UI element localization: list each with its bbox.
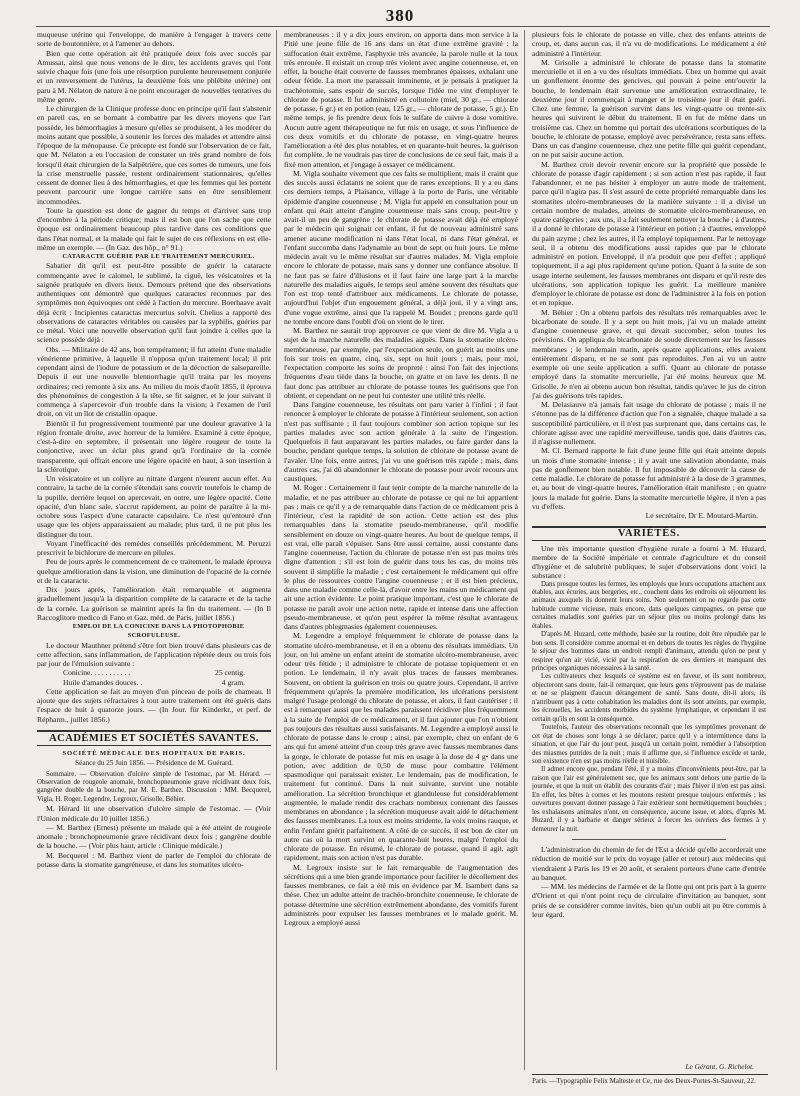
column-2 [284, 30, 518, 1072]
section-heading: CATARACTE GUÉRIE PAR LE TRAITEMENT MERCURIEL. [62, 253, 255, 260]
paragraph: Cette application se fait au moyen d'un pinceau de poils de chameau. Il ajoute que des sujets réfractaires à tout autre traitement ont été guéris dans l'espace de huit à quatorze jours. — (In Jour. für Kinderkr., et perf. de Répharm., juillet 1856.) [37, 686, 271, 724]
footer [532, 1062, 768, 1085]
divider [572, 839, 726, 840]
paragraph: Peu de jours après le commencement de ce traitement, le malade éprouva quelque amélioration dans la vision, une diminution de l'opacité de la cornée et de la cataracte. [37, 557, 271, 585]
printer-line: Paris. —Typographie Felix Malteste et Ce, rue des Deux-Portes-St-Sauveur, 22. [532, 1074, 768, 1085]
paragraph: — MM. les médecins de l'armée et de la flotte qui ont pris part à la guerre d'Orient et qui n'ont point reçu de circulaire d'invitation au banquet, sont priés de se considérer comme invités, bien qu'un oubli ait pu être commis à leur égard. [532, 882, 766, 919]
paragraph: Le chirurgien de la Clinique professe donc en principe qu'il faut s'abstenir en pareil cas, en se bornant à combattre par les divers moyens que l'art possède, les hémorrhagies à mesure qu'elles se produisent, à les modérer du moins autant que possible, à soutenir les forces des malades et attendre ainsi l'époque de la ménopause. Ce précepte est fondé sur l'observation de ce fait, que M. Nélaton a eu l'occasion de constater un très grand nombre de fois lorsqu'il était chirurgien de la Salpêtrière, que ces sortes de tumeurs, une fois la crise menstruelle passée, restent ordinairement stationnaires, qu'elles cessent de donner lieu à des hémorrhagies, et que les femmes qui les portent peuvent parcourir une longue carrière sans en être sensiblement incommodées. [37, 104, 271, 206]
paragraph: Le docteur Mauthner prétend s'être fort bien trouvé dans plusieurs cas de cette affection, sans inflammation, de l'application répétée deux ou trois fois par jour de l'émulsion suivante : [37, 640, 271, 668]
paragraph: Dix jours après, l'amélioration était remarquable et augmenta graduellement jusqu'à la disparition complète de la cataracte et de la tache de la cornée. La guérison se maintint après la fin du traitement. — (In Il Raccoglitore medico di Fano et Gaz. méd. de Paris, juillet 1856.) [37, 585, 271, 622]
paragraph: M. Legendre a employé fréquemment le chlorate de potasse dans la stomatite ulcéro-membraneuse, et il en a obtenu des résultats immédiats. Un jour, on lui amène un enfant atteint de stomatite ulcéro-membraneuse, avec odeur très fétide ; il administre le chlorate de potasse topiquement et en potion. Le lendemain, il n'y avait plus traces de fausses membranes. Souvent, on obtient la guérison en trois ou quatre jours. Cependant, il arrive fréquemment qu'après la première modification, les ulcérations persistent malgré l'usage prolongé du chlorate de potasse, et alors, il faut cautériser ; il est à remarquer aussi que les malades paraissent récidiver plus fréquemment à la suite de l'emploi de ce médicament, et il faut ajouter que l'on n'obtient pas toujours des résultats aussi satisfaisants. M. Legendre a employé aussi le chlorate de potasse dans le croup ; ainsi, par exemple, chez un enfant de 6 ans qui fut amené atteint d'un croup très grave avec fausses membranes dans la gorge, le chlorate de potasse fut mis en usage à la dose de 4 g• dans une potion, avec addition de 0,50 de musc pour combattre l'élément spasmodique qui paraissait exister. Le lendemain, pas de modification, le traitement fut continué. Dans la nuit suivante, survint une notable amélioration. La sécrétion bronchique et glanduleuse fut considérablement augmentée, le malade rendit des crachats nombreux contenant des fausses membranes en abondance ; la sécrétion muqueuse avait aidé le détachement des fausses membranes. La toux est moins stridente, la voix moins rauque, et enfin l'enfant guérit parfaitement. A côté de ce succès, il est bon de citer un autre cas où la mort survint en quarante-huit heures, malgré l'emploi du chlorate de potasse. En résumé, le chlorate de potasse, quand il agit, agit rapidement, mais son action n'est pas durable. [284, 631, 518, 863]
header-rule [36, 26, 770, 27]
paragraph: M. Grisolle a administré le chlorate de potasse dans la stomatite mercurielle et il en a vu des résultats immédiats. Chez un homme qui avait un gonflement énorme des gencives, qui pouvait à peine entr'ouvrir la bouche, le lendemain était survenue une amélioration extraordinaire, le deuxième jour il commençait à manger et le troisième jour il était guéri. Chez une femme, la guérison survint dans les vingt-quatre ou trente-six heures qui suivirent le début du traitement. Il en fut de même dans un troisième cas. Chez un homme qui portait des ulcérations scorbutiques de la bouche, le chlorate de potasse, employé avec persévérance, resta sans effets. Dans un cas d'angine couenneuse, chez une petite fille qui guérit cependant, on ne put saisir aucune action. [532, 57, 766, 160]
paragraph: M. Béhier : On a obtenu parfois des résultats très remarquables avec le bicarbonate de soude. Il y a sept ou huit mois, j'ai vu un malade atteint d'angine couenneuse grave, et qui devait succomber, selon toutes les prévisions. On appliqua du bicarbonate de soude directement sur les fausses membranes ; le lendemain matin, après quatre applications, elles avaient entièrement disparu, et ne se sont pas reproduites. J'en ai vu un autre exemple où une seule application a suffi. Quant au chlorate de potasse employé dans la stomatite mercurielle, j'ai été moins heureux que M. Grisolle. Je n'en ai obtenu aucun bon résultat, tandis qu'avec le jus de citron j'ai des guérisons très rapides. [532, 307, 766, 400]
section-heading: EMPLOI DE LA CONICINE DANS LA PHOTOPHOBIE SCROFULEUSE. [72, 623, 245, 640]
paragraph: — M. Barthez (Ernest) présente un malade qui a été atteint de rougeole anomale ; bronchopneumonie grave récidivant deux fois ; gangrène double de la bouche. — (Voir plus haut, article : Clinique médicale.) [37, 822, 271, 851]
paragraph: D'après M. Huzard, cette méthode, basée sur la routine, doit être répudiée par le bon sens. Il considère comme anormal et en dehors de toutes les règles de l'hygiène le séjour des hommes dans un endroit rempli d'animaux, attendu qu'on ne peut y respirer qu'un air vicié, vicié par la respiration de ces derniers et manquant des principes organiques nécessaires à la santé. [532, 631, 766, 673]
session-line: Séance du 25 Juin 1856. — Présidence de M. Guérard. [75, 759, 233, 768]
paragraph: M. Becquerel : M. Barthez vient de parler de l'emploi du chlorate de potasse dans la stomatite gangréneuse, et dans les stomatites ulcéro- [37, 850, 271, 869]
varietes-heading: VARIÉTÉS. [532, 526, 766, 540]
paragraph: Dans presque toutes les fermes, les employés que leurs occupations attachent aux étables, aux écuries, aux bergeries, etc., couchent dans les endroits où séjournent les animaux auxquels ils donnent leurs soins. Non seulement on ne regarde pas cette habitude comme vicieuse, mais encore, dans quelques campagnes, on pense que certaines maladies sont guéries par un séjour plus ou moins prolongé dans les étables. [532, 580, 766, 630]
paragraph: L'administration du chemin de fer de l'Est a décidé qu'elle accorderait une réduction de moitié sur le prix du voyage (aller et retour) aux médecins qui viendraient à Paris les 19 et 20 août, et seraient porteurs d'une carte d'entrée au banquet. [532, 845, 766, 882]
ingredient: Huile d'amandes douces. . [63, 677, 143, 687]
paragraph: M. Barthez ne saurait trop approuver ce que vient de dire M. Vigla a u sujet de la marche naturelle des maladies aiguës. Dans la stomatite ulcéro-membraneuse, par exemple, par l'expectation seule, on guérit au moins une fois sur trois en quatre, cinq, six, sept ou huit jours ; mais, pour moi, l'expectation comporte les soins de propreté : ainsi l'on fait des injections fréquentes d'eau tiède dans la bouche, on gratte et on lave les dents. Il ne faut donc pas attribuer au chlorate de potasse toutes les guérisons que l'on obtient, et cependant on ne peut lui contester une utilité très réelle. [284, 326, 518, 400]
prescription-line [37, 678, 271, 687]
paragraph: Toutefois, l'auteur des observations reconnaît que les symptômes provenant de cet état de choses sont longs à se déclarer, parce qu'il y a intermittence dans la situation, et que l'air du jour peut, jusqu'à un certain point, remédier à l'absorption des miasmes putrides de la nuit ; mais il affirme que, si l'influence excède et tarde, son existence n'en est pas moins réelle et nuisible. [532, 724, 766, 766]
paragraph: M. Vigla souhaite vivement que ces faits se multiplient, mais il craint que des succès aussi éclatants ne soient que de rares exceptions. Il y a eu dans ces derniers temps, à Plaisance, village à la porte de Paris, une véritable épidémie d'angine couenneuse ; M. Vigla fut appelé en consultation pour un enfant qui était atteint d'angine couenneuse mais sans croup, peut-être y avait-il un peu de gangrène ; le chlorate de potasse avait déjà été employé par le médecin qui soignait cet enfant, il fut de nouveau administré sans amener aucune modification ni dans l'état local, ni dans l'état général, et l'enfant succomba dans l'adynamie au bout de sept ou huit jours. Le même médecin avait vu le même résultat sur d'autres malades. M. Vigla emploie encore le chlorate de potasse, mais sans y donner une confiance absolue. Il ne faut pas se faire d'illusions et il faut faire une large part à la marche naturelle des maladies aiguës, le temps seul amène souvent des résultats que l'on est trop tenté d'attribuer aux médicaments. Le chlorate de potasse, aujourd'hui l'objet d'un engouement général, a déjà joui, il y a vingt ans, d'une vogue extrême, ainsi que l'a rappelé M. Boudet ; prenons garde qu'il ne tombe encore dans l'oubli d'où on vient de le tirer. [284, 168, 518, 326]
paragraph: Les cultivateurs chez lesquels ce système est en faveur, et ils sont nombreux, objecteront sans doute, fait-il remarquer, que leurs gens n'éprouvent pas de malaise et ne se plaignent d'aucun dérangement de santé. Sans doute, dit-il alors, ils n'attribuent pas à cette cohabitation les maladies dont ils sont atteints, par exemple, les écrouelles, les accidents morbides du système lymphatique, et cependant il est certain qu'ils en sont la conséquence. [532, 673, 766, 723]
paragraph: M. Delasiauve n'a jamais fait usage du chlorate de potasse ; mais il ne s'étonne pas de la différence d'action que l'on a signalée, chaque malade a sa susceptibilité particulière, et il n'est pas surprenant que, dans certains cas, le chlorate agisse avec une rapidité merveilleuse, tandis que, dans d'autres cas, il n'agisse nullement. [532, 400, 766, 446]
paragraph: membraneuses : il y a dix jours environ, on apporta dans mon service à la Pitié une jeune fille de 16 ans dans un état d'une extrême gravité : la suffocation était extrême, l'asphyxie très avancée, la parole nulle et la toux très enrouée. Il existait un croup très violent avec angine couenneuse, et, en effet, la bouche était couverte de fausses membranes épaisses, exhalant une odeur fétide. La mort me paraissait imminente, et je pensais à pratiquer la trachéotomie, sans espoir de succès, lorsque l'idée me vint d'employer le chlorate de potasse. Il fut administré en collutoire (miel, 30 gr., — chlorate de potasse, 6 gr.) et en potion (eau, 125 gr., — chlorate de potasse, 5 gr.). En même temps, je fis prendre deux fois le sulfate de cuivre à dose vomitive. Aucun autre agent thérapeutique ne fut mis en usage, et sous l'influence de ces deux vomitifs et du chlorate de potasse, en vingt-quatre heures l'amélioration a été des plus notables, et en quarante-huit heures, la guérison fut complète. Je ne voudrais pas tirer de conclusions de ce seul fait, mais il a fixé mon attention, et j'engage à essayer ce médicament. [284, 30, 518, 169]
academies-heading: ACADÉMIES ET SOCIÉTÉS SAVANTES. [37, 730, 271, 746]
paragraph: M. Legroux insiste sur le fait remarquable de l'augmentation des sécrétions qui a une bien grande importance pour faciliter le décollement des fausses membranes, ce fait a été mis en évidence par M. Isambert dans sa thèse. Chez un adulte atteint de trachéo-bronchite couenneuse, le chlorate de potasse détermine une sécrétion extrêmement abondante, des vomitifs furent administrés pour expulser les fausses membranes et le malade guérit. M. Legroux a employé aussi [284, 862, 518, 927]
dose: 25 centig. [215, 668, 245, 678]
column-3 [532, 30, 766, 1060]
paragraph: Une très importante question d'hygiène rurale a fourni à M. Huzard, membre de la Société impériale et centrale d'agriculture et du conseil d'hygiène et de salubrité publiques, le sujet d'observations dont voici la substance : [532, 543, 766, 581]
column-1 [37, 30, 271, 1070]
paragraph: Dans l'angine couenneuse, les résultats ont paru varier à l'infini ; il faut renoncer à employer le chlorate de potasse à l'intérieur seulement, son action n'est pas suffisante ; il faut toujours combiner son action topique sur les parties malades avec son action générale à la suite de l'ingestion. Quelquefois il faut auparavant les parties malades, ou faire garder dans la bouche, pendant quelque temps, la solution de chlorate de potasse avant de l'avaler. Une fois, entre autres, j'ai vu une guérison très rapide ; mais, dans d'autres cas, j'ai dû abandonner le chlorate de potasse pour avoir recours aux caustiques. [284, 400, 518, 483]
secretary-signature: Le secrétaire, Dr E. Moutard-Martin. [645, 511, 758, 520]
paragraph: Sabatier dit qu'il est peut-être possible de guérir la cataracte commençante avec le calomel, le sublimé, la ciguë, les vésicatoires et la saignée pratiquée en divers lieux. Demours prétend que des observations authentiques ont démontré que quelques cataractes reconnues par des symptômes non équivoques ont cédé à l'action du mercure. Boerhaave avait déjà écrit : Incipientes cataractas mercurius solvit. Chelius a rapporté des observations de cataractes véritables ou causées par la syphilis, guéries par ce métal. Voici une nouvelle observation qu'il faut joindre à celles que la science possède déjà : [37, 261, 271, 345]
paragraph: Il admet encore que, pendant l'été, il y a moins d'inconvénients peut-être, par la raison que l'air est généralement sec, que les animaux sont dehors une partie de la journée, et que la nuit on établit des courants d'air ; mais l'hiver il n'en est pas ainsi. En effet, les bêtes à cornes et les moutons restent presque toujours enfermés ; les ouvertures pouvant donner passage à l'air extérieur sont hermétiquement bouchées ; les exhalaisons animales n'ont, en conséquence, aucune issue, et alors, d'après M. Huzard, il y a barbarie et danger sérieux à forcer les ouvriers des fermes à y demeurer la nuit. [532, 766, 766, 833]
paragraph: M. Cl. Bernard rapporte le fait d'une jeune fille qui était atteinte depuis un mois d'une stomatite intense ; il y avait une salivation abondante, mais pas de gonflement bien notable. Il fut impossible de découvrir la cause de cette maladie. Le chlorate de potasse fut administré à la dose de 3 grammes, et, au bout de vingt-quatre heures, l'amélioration était manifeste ; en quatre jours la malade fut guérie. Dans la stomatite mercurielle légère, il n'en a pas vu d'effets. [532, 446, 766, 511]
ingredient: Conicine. . . . . . . . . . . [63, 668, 131, 678]
paragraph: M. Hérard lit une observation d'ulcère simple de l'estomac. — (Voir l'Union médicale du 10 juillet 1856.) [37, 804, 271, 823]
column-divider [276, 30, 277, 1070]
paragraph: muqueuse utérine qui l'enveloppe, de manière à l'engager à travers cette sorte de boutonnière, et à l'amener au dehors. [37, 30, 271, 49]
column-divider [524, 30, 525, 1070]
paragraph: plusieurs fois le chlorate de potasse en ville, chez des enfants atteints de croup, et, dans aucun cas, il n'a vu de modifications. Le médicament a été administré à l'intérieur. [532, 30, 766, 58]
paragraph: Bien que cette opération ait été pratiquée deux fois avec succès par Amussat, ainsi que nous venons de le dire, les accidents graves qui l'ont suivie chaque fois (une fois une résorption purulente heureusement conjurée et un renversement de l'utérus, la deuxième fois une phlébite utérine) ont paru à M. Nélaton de nature à ne point encourager de nouvelles tentatives du même genre. [37, 48, 271, 104]
prescription-line [37, 668, 271, 677]
paragraph: M. Roger : Certainement il faut tenir compte de la marche naturelle de la maladie, et ne pas attribuer au chlorate de potasse ce qui ne lui appartient pas ; mais ce qu'il y a de remarquable dans l'action de ce médicament pris à l'intérieur, c'est la rapidité de son action. Cette action est des plus remarquables dans la stomatite pseudo-membraneuse, qu'il modifie sensiblement en douze ou vingt-quatre heures. Au bout de quelque temps, il est vrai, elle paraît s'épuiser. Sans être aussi certaine, aussi constante dans l'angine couenneuse, l'action du chlorate de potasse n'en est pas moins très digne d'attention ; s'il est loin de guérir dans tous les cas, du moins très souvent il simplifie la maladie ; c'est certainement le médicament qui offre le plus de ressources contre l'angine couenneuse ; et il est bien précieux, dans une maladie comme celle-là, d'avoir entre les mains un médicament qui ait une action évidente. Le point pratique important, c'est que le chlorate de potasse ne paraît avoir une action nette, rapide et intense dans une affection pseudo-membraneuse, et qu'on peut espérer la même résultat avantageux dans d'autres phlegmasies également couenneuses. [284, 483, 518, 631]
dose: 4 gram. [221, 677, 245, 687]
page-number: 380 [385, 6, 415, 25]
paragraph: Bientôt il fut progressivement tourmenté par une douleur gravative à la région frontale droite, avec horreur de la lumière. Examiné à cette époque, c'est-à-dire en septembre, il présentait une légère rougeur de toute la conjonctive, avec un éclat plus grand qu'à l'ordinaire de la cornée transparente, qui offrait encore une légère opacité en haut, à son insertion à la sclérotique. [37, 418, 271, 474]
paragraph: Voyant l'inefficacité des remèdes conseillés précédemment, M. Peruzzi prescrivit le bichlorure de mercure en pilules. [37, 538, 271, 557]
paragraph: M. Barthez croit devoir revenir encore sur la propriété que possède le chlorate de potasse d'agir rapidement ; si son action n'est pas rapide, il faut l'abandonner, et ne pas hésiter à employer un autre mode de traitement, parce qu'il n'agira pas. Il s'est assuré de cette propriété remarquable dans les stomatites ulcéro-membraneuses de la manière suivante : il a divisé un certain nombre de malades, atteints de stomatite ulcéro-membraneuse, en quatre catégories ; aux uns, il a fait seulement nettoyer la bouche ; à d'autres, il a donné le chlorate de potasse à l'intérieur en potion ; à d'autres, enveloppé du pain azyme ; chez les autres, il l'a employé topiquement. Par le nettoyage seul, il a obtenu des modifications aussi rapides que par le chlorate administré en potion. Enveloppé, il n'a produit que peu d'effet ; appliqué topiquement, il a agi plus rapidement qu'une potion. Quant à la suite de son usage interne seulement, les fausses membranes ont disparu et qu'il reste des ulcérations, son application topique les guérit. La meilleure manière d'employer le chlorate de potasse est donc de l'administrer à la fois en potion et en topique. [532, 159, 766, 308]
paragraph: Toute la question est donc de gagner du temps et d'arriver sans trop d'encombre à la période critique; mais il est bon que l'on sache que cette époque est ordinairement beaucoup plus tardive dans ces conditions que dans l'état normal, et la malade qui fait le sujet de ces réflexions en est elle-même un exemple. — (In Gaz. des hôp., n° 91.) [37, 205, 271, 252]
summary: Sommaire. — Observation d'ulcère simple de l'estomac, par M. Hérard. — Observation de rougeole anomale, bronchopneumonie grave récidivant deux fois, gangrène double de la bouche, par M. E. Barthez. Discussion : MM. Becquerel, Vigla, H. Roger, Legendre, Legroux, Grisolle, Béhier. [37, 770, 271, 803]
paragraph: Obs. — Militaire de 42 ans, bon tempérament; il fut atteint d'une maladie vénérienne primitive, à laquelle il n'opposa qu'un traitement local; il prit cependant ainsi de l'iodure de potassium et de la décoction de salsepareille. Depuis il eut une nouvelle blennorrhagie qu'il traita par les moyens ordinaires; ceci remonte à six ans. Au milieu du mois d'août 1855, il éprouva des phénomènes de congestion à la tête, se fit saigner, et le jour suivant il commença à s'apercevoir d'un trouble dans la vision; à l'examen de l'œil droit, on vit un îlot de cristallin opaque. [37, 344, 271, 419]
gerant-line: Le Gérant, G. Richelot. [685, 1062, 754, 1071]
society-heading: SOCIÉTÉ MÉDICALE DES HOPITAUX DE PARIS. [62, 750, 246, 757]
paragraph: Un vésicatoire et un collyre au nitrate d'argent n'eurent aucun effet. Au contraire, la tache de la cornée s'étendait sans couvrir toutefois le champ de la pupille, derrière lequel on apercevait, en outre, une légère opacité. Cette opacité, d'un blanc sale, s'accrut rapidement, au point de paraître à la mi-octobre sous l'aspect d'une cataracte capsulaire. Ce n'est qu'entouré d'un usage que les objets apparaissaient au malade; plus tard, il ne put plus les distinguer du tout. [37, 474, 271, 539]
